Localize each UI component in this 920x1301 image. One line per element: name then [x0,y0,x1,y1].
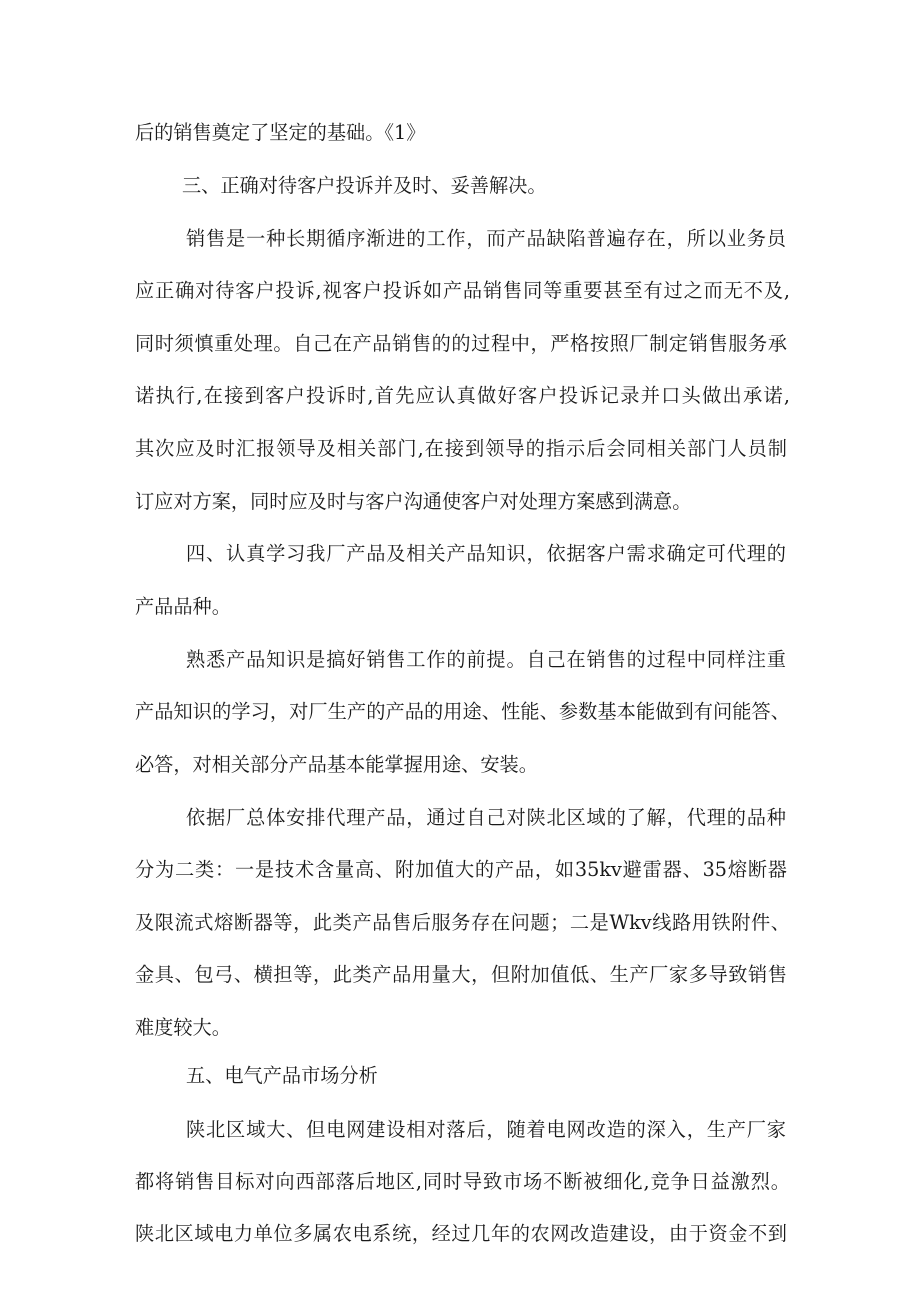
text-line: 订应对方案，同时应及时与客户沟通使客户对处理方案感到满意。 [135,490,692,513]
text-line: 依据厂总体安排代理产品，通过自己对陕北区域的了解，代理的品种 [186,806,786,829]
text-line: 后的销售奠定了坚定的基础。《1》 [135,121,426,144]
text-line: 陕北区域电力单位多属农电系统，经过几年的农网改造建设，由于资金不到 [135,1222,787,1245]
text-line: 销售是一种长期循序渐进的工作，而产品缺陷普遍存在，所以业务员 [186,227,786,250]
text-line: 产品知识的学习，对厂生产的产品的用途、性能、参数基本能做到有问能答、 [135,700,790,723]
text-line: 都将销售目标对向西部落后地区,同时导致市场不断被细化,竞争日益激烈。 [135,1170,790,1193]
section-heading: 三、正确对待客户投诉并及时、妥善解决。 [182,174,547,197]
text-line: 其次应及时汇报领导及相关部门,在接到领导的指示后会同相关部门人员制 [135,437,787,460]
text-line: 陕北区域大、但电网建设相对落后，随着电网改造的深入，生产厂家 [186,1118,786,1141]
section-heading: 四、认真学习我厂产品及相关产品知识，依据客户需求确定可代理的 [186,542,786,565]
text-line: 同时须慎重处理。自己在产品销售的的过程中，严格按照厂制定销售服务承 [135,332,787,355]
text-line: 熟悉产品知识是搞好销售工作的前提。自己在销售的过程中同样注重 [186,648,786,671]
text-line: 诺执行,在接到客户投诉时,首先应认真做好客户投诉记录并口头做出承诺, [135,384,790,407]
section-heading: 产品品种。 [135,595,231,618]
text-line: 难度较大。 [135,1016,231,1039]
text-line: 必答，对相关部分产品基本能掌握用途、安装。 [135,753,538,776]
text-line: 金具、包弓、横担等，此类产品用量大，但附加值低、生产厂家多导致销售 [135,963,787,986]
section-heading: 五、电气产品市场分析 [186,1064,378,1087]
text-line: 应正确对待客户投诉,视客户投诉如产品销售同等重要甚至有过之而无不及, [135,279,790,302]
text-line: 分为二类：一是技术含量高、附加值大的产品，如35kv避雷器、35熔断器 [135,858,787,881]
text-line: 及限流式熔断器等，此类产品售后服务存在问题；二是Wkv线路用铁附件、 [135,911,790,934]
